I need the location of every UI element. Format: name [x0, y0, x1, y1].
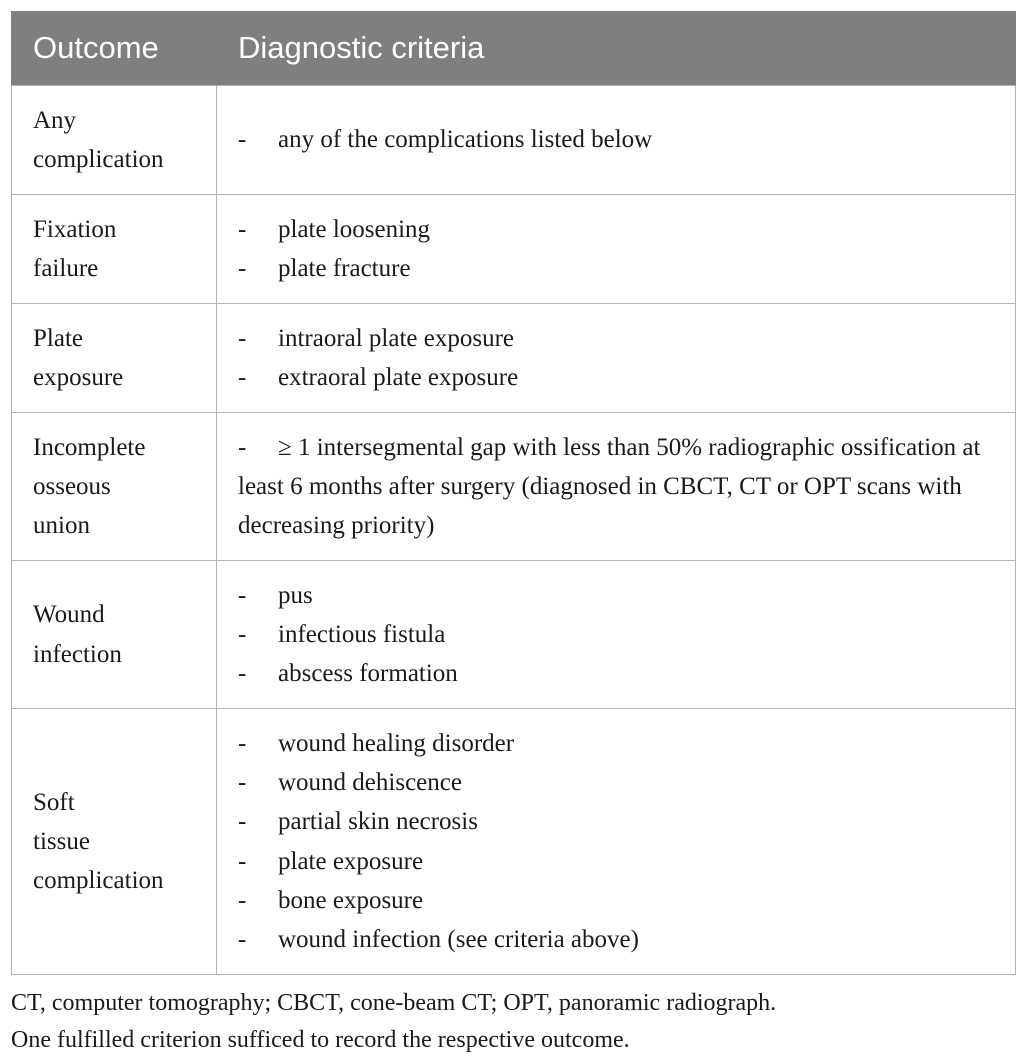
- outcome-label-line: complication: [33, 867, 164, 895]
- criterion-item: [238, 615, 1007, 654]
- bullet-dash: -: [238, 324, 247, 352]
- outcome-cell: [12, 195, 217, 304]
- criterion-item: [238, 654, 1007, 693]
- criterion-text: wound healing disorder: [278, 729, 515, 757]
- table-footnotes: [11, 985, 776, 1059]
- footnote-criterion-note: One fulfilled criterion sufficed to record the respective outcome.: [11, 1027, 630, 1053]
- criterion-item: [238, 881, 1007, 920]
- criterion-item: [238, 428, 1007, 546]
- criterion-item: [238, 763, 1007, 802]
- table-header-row: [12, 11, 1016, 86]
- bullet-dash: -: [238, 255, 247, 282]
- criterion-text: partial skin necrosis: [278, 808, 478, 836]
- bullet-dash: -: [238, 886, 247, 914]
- outcome-label-line: Soft: [33, 788, 75, 816]
- header-outcome: Outcome: [12, 11, 217, 86]
- bullet-dash: -: [238, 926, 247, 954]
- bullet-dash: -: [238, 847, 247, 875]
- criterion-item: [238, 358, 1007, 397]
- outcome-label-line: exposure: [33, 364, 124, 391]
- outcome-cell: [12, 413, 217, 561]
- criteria-table-container: [11, 11, 1015, 975]
- table-row: [12, 709, 1016, 975]
- table-row: [12, 304, 1016, 413]
- outcome-cell: [12, 86, 217, 195]
- criterion-text: wound dehiscence: [278, 768, 462, 796]
- criterion-text: bone exposure: [278, 886, 424, 914]
- table-body: [12, 86, 1016, 975]
- outcome-cell: [12, 304, 217, 413]
- bullet-dash: -: [238, 808, 247, 836]
- table-row: [12, 86, 1016, 195]
- criteria-cell: [217, 304, 1016, 413]
- criterion-item: [238, 802, 1007, 841]
- criterion-item: [238, 249, 1007, 288]
- criterion-item: [238, 842, 1007, 881]
- table-row: [12, 561, 1016, 709]
- bullet-dash: -: [238, 433, 247, 461]
- criterion-item: [238, 319, 1007, 358]
- criterion-text: any of the complications listed below: [278, 126, 653, 154]
- bullet-dash: -: [238, 620, 247, 648]
- criterion-text: pus: [278, 581, 313, 609]
- bullet-dash: -: [238, 660, 247, 688]
- criterion-item: [238, 120, 1007, 159]
- outcome-cell: [12, 709, 217, 975]
- bullet-dash: -: [238, 581, 247, 609]
- outcome-label-line: osseous: [33, 472, 111, 500]
- outcome-label-line: Incomplete: [33, 433, 146, 461]
- outcome-cell: [12, 561, 217, 709]
- criteria-cell: [217, 561, 1016, 709]
- outcome-label-line: Any: [33, 106, 77, 134]
- criterion-item: [238, 210, 1007, 249]
- outcome-label-line: complication: [33, 146, 164, 173]
- criteria-cell: [217, 413, 1016, 561]
- criteria-cell: [217, 195, 1016, 304]
- criterion-item: [238, 920, 1007, 959]
- criterion-text: infectious fistula: [278, 620, 446, 648]
- bullet-dash: -: [238, 768, 247, 796]
- table-row: [12, 195, 1016, 304]
- criteria-cell: [217, 709, 1016, 975]
- criterion-text: plate fracture: [278, 255, 411, 282]
- criterion-item: [238, 724, 1007, 763]
- diagnostic-criteria-table: [11, 11, 1016, 975]
- outcome-label-line: failure: [33, 255, 99, 282]
- outcome-label-line: tissue: [33, 827, 90, 855]
- table-row: [12, 413, 1016, 561]
- criterion-item: [238, 576, 1007, 615]
- criterion-text: abscess formation: [278, 660, 458, 688]
- criteria-cell: [217, 86, 1016, 195]
- bullet-dash: -: [238, 215, 247, 243]
- outcome-label-line: Plate: [33, 324, 83, 352]
- criterion-text: intraoral plate exposure: [278, 324, 515, 352]
- bullet-dash: -: [238, 729, 247, 757]
- criterion-text: plate exposure: [278, 847, 424, 875]
- criterion-text: wound infection (see criteria above): [278, 926, 639, 954]
- criterion-text: extraoral plate exposure: [278, 364, 519, 391]
- outcome-label-line: union: [33, 512, 90, 540]
- criterion-text: ≥ 1 intersegmental gap with less than 50% radiographic ossification at least 6 months after surgery (diagnosed in CBCT, CT or OPT scans with decreasing priority): [238, 433, 981, 540]
- outcome-label-line: Fixation: [33, 215, 117, 243]
- bullet-dash: -: [238, 126, 247, 154]
- criterion-text: plate loosening: [278, 215, 431, 243]
- outcome-label-line: infection: [33, 640, 122, 668]
- bullet-dash: -: [238, 364, 247, 391]
- header-diagnostic-criteria: Diagnostic criteria: [217, 11, 1016, 86]
- outcome-label-line: Wound: [33, 601, 105, 629]
- footnote-abbreviations: CT, computer tomography; CBCT, cone-beam CT; OPT, panoramic radiograph.: [11, 990, 777, 1016]
